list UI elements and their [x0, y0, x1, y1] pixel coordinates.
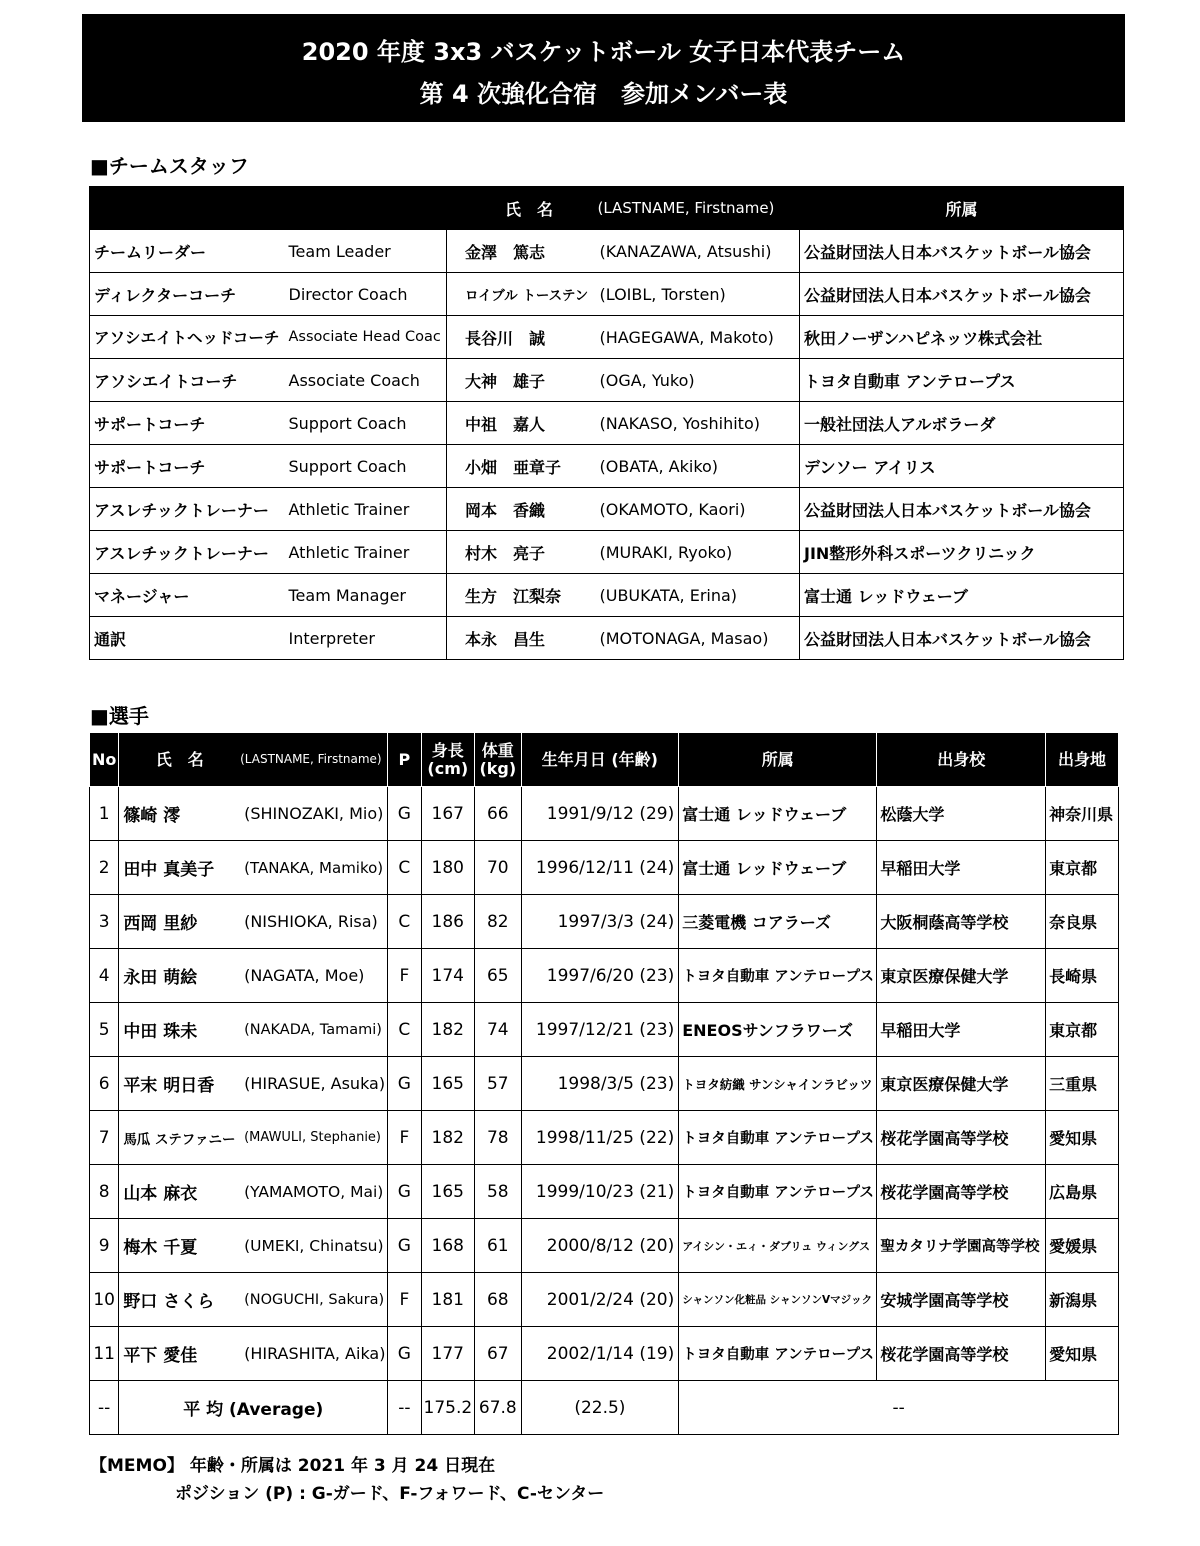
- staff-header-name-en: (LASTNAME, Firstname): [592, 187, 800, 230]
- staff-role-en: Associate Head Coac: [285, 316, 447, 359]
- player-weight: 78: [475, 1111, 521, 1165]
- player-row: [90, 895, 1119, 949]
- staff-name-en: (OKAMOTO, Kaori): [592, 488, 800, 531]
- staff-role-en: Team Leader: [285, 230, 447, 273]
- staff-role-en: Team Manager: [285, 574, 447, 617]
- player-weight: 74: [475, 1003, 521, 1057]
- players-header-weight-unit: (kg): [479, 758, 517, 778]
- staff-role-en: Interpreter: [285, 617, 447, 660]
- player-prefecture: 愛媛県: [1046, 1219, 1119, 1273]
- staff-table: [89, 186, 1124, 660]
- staff-row: [90, 316, 1124, 359]
- player-no: 11: [90, 1327, 119, 1381]
- staff-role-en: Athletic Trainer: [285, 488, 447, 531]
- staff-row: [90, 488, 1124, 531]
- player-no: 8: [90, 1165, 119, 1219]
- player-row: [90, 787, 1119, 841]
- staff-affiliation: 一般社団法人アルボラーダ: [800, 402, 1124, 445]
- player-weight: 67: [475, 1327, 521, 1381]
- players-header-pos: P: [388, 733, 421, 787]
- memo-line-2: ポジション (P) : G-ガード、F-フォワード、C-センター: [175, 1484, 605, 1504]
- average-weight: 67.8: [475, 1381, 521, 1435]
- player-name-en: (UMEKI, Chinatsu): [240, 1219, 388, 1273]
- player-dob: 1999/10/23 (21): [521, 1165, 679, 1219]
- staff-role-jp: アソシエイトコーチ: [90, 359, 285, 402]
- player-name-en: (NAGATA, Moe): [240, 949, 388, 1003]
- player-weight: 61: [475, 1219, 521, 1273]
- staff-row: [90, 402, 1124, 445]
- player-row: [90, 841, 1119, 895]
- staff-row: [90, 445, 1124, 488]
- staff-role-en: Associate Coach: [285, 359, 447, 402]
- staff-header-role: [90, 187, 447, 230]
- player-no: 7: [90, 1111, 119, 1165]
- player-name-en: (MAWULI, Stephanie): [240, 1111, 388, 1165]
- players-heading: ■選手: [90, 704, 149, 728]
- staff-name-jp: 岡本 香織: [447, 488, 592, 531]
- player-name-jp: 平下 愛佳: [119, 1327, 240, 1381]
- player-no: 3: [90, 895, 119, 949]
- player-height: 182: [421, 1111, 475, 1165]
- staff-role-en: Support Coach: [285, 402, 447, 445]
- player-position: G: [388, 787, 421, 841]
- player-no: 2: [90, 841, 119, 895]
- player-height: 186: [421, 895, 475, 949]
- staff-row: [90, 531, 1124, 574]
- player-school: 大阪桐蔭高等学校: [877, 895, 1046, 949]
- player-name-jp: 中田 珠未: [119, 1003, 240, 1057]
- staff-role-jp: 通訳: [90, 617, 285, 660]
- player-affiliation: 富士通 レッドウェーブ: [679, 787, 877, 841]
- player-weight: 58: [475, 1165, 521, 1219]
- title-banner: [82, 14, 1125, 122]
- memo-line-1: 【MEMO】 年齢・所属は 2021 年 3 月 24 日現在: [90, 1456, 496, 1476]
- player-school: 聖カタリナ学園高等学校: [877, 1219, 1046, 1273]
- player-row: [90, 949, 1119, 1003]
- player-row: [90, 1003, 1119, 1057]
- players-header-name-en: (LASTNAME, Firstname): [240, 733, 388, 787]
- player-position: F: [388, 1273, 421, 1327]
- player-name-en: (HIRASUE, Asuka): [240, 1057, 388, 1111]
- staff-affiliation: 公益財団法人日本バスケットボール協会: [800, 273, 1124, 316]
- player-no: 6: [90, 1057, 119, 1111]
- staff-name-en: (MURAKI, Ryoko): [592, 531, 800, 574]
- player-height: 167: [421, 787, 475, 841]
- player-affiliation: 富士通 レッドウェーブ: [679, 841, 877, 895]
- player-no: 10: [90, 1273, 119, 1327]
- player-weight: 68: [475, 1273, 521, 1327]
- player-weight: 70: [475, 841, 521, 895]
- player-dob: 2001/2/24 (20): [521, 1273, 679, 1327]
- player-affiliation: 三菱電機 コアラーズ: [679, 895, 877, 949]
- players-header-pref: 出身地: [1046, 733, 1119, 787]
- staff-affiliation: デンソー アイリス: [800, 445, 1124, 488]
- player-school: 松蔭大学: [877, 787, 1046, 841]
- players-header-row: [90, 733, 1119, 787]
- player-row: [90, 1273, 1119, 1327]
- player-name-jp: 田中 真美子: [119, 841, 240, 895]
- player-affiliation: トヨタ自動車 アンテロープス: [679, 949, 877, 1003]
- player-name-jp: 山本 麻衣: [119, 1165, 240, 1219]
- staff-role-jp: チームリーダー: [90, 230, 285, 273]
- staff-affiliation: 富士通 レッドウェーブ: [800, 574, 1124, 617]
- player-weight: 65: [475, 949, 521, 1003]
- staff-affiliation: 公益財団法人日本バスケットボール協会: [800, 488, 1124, 531]
- player-dob: 1998/11/25 (22): [521, 1111, 679, 1165]
- staff-affiliation: 公益財団法人日本バスケットボール協会: [800, 617, 1124, 660]
- average-no: --: [90, 1381, 119, 1435]
- player-prefecture: 東京都: [1046, 1003, 1119, 1057]
- staff-name-en: (NAKASO, Yoshihito): [592, 402, 800, 445]
- player-row: [90, 1219, 1119, 1273]
- average-pos: --: [388, 1381, 421, 1435]
- player-prefecture: 東京都: [1046, 841, 1119, 895]
- player-name-en: (YAMAMOTO, Mai): [240, 1165, 388, 1219]
- player-prefecture: 長崎県: [1046, 949, 1119, 1003]
- player-prefecture: 三重県: [1046, 1057, 1119, 1111]
- staff-name-en: (OBATA, Akiko): [592, 445, 800, 488]
- player-prefecture: 新潟県: [1046, 1273, 1119, 1327]
- player-position: C: [388, 895, 421, 949]
- staff-role-jp: ディレクターコーチ: [90, 273, 285, 316]
- player-dob: 1997/12/21 (23): [521, 1003, 679, 1057]
- player-dob: 1991/9/12 (29): [521, 787, 679, 841]
- player-height: 182: [421, 1003, 475, 1057]
- players-header-weight: [475, 733, 521, 787]
- player-position: F: [388, 1111, 421, 1165]
- staff-name-en: (KANAZAWA, Atsushi): [592, 230, 800, 273]
- staff-role-en: Athletic Trainer: [285, 531, 447, 574]
- player-name-en: (NAKADA, Tamami): [240, 1003, 388, 1057]
- average-height: 175.2: [421, 1381, 475, 1435]
- player-position: C: [388, 1003, 421, 1057]
- staff-role-jp: マネージャー: [90, 574, 285, 617]
- player-name-jp: 西岡 里紗: [119, 895, 240, 949]
- player-height: 174: [421, 949, 475, 1003]
- player-height: 165: [421, 1057, 475, 1111]
- player-weight: 82: [475, 895, 521, 949]
- player-dob: 1997/3/3 (24): [521, 895, 679, 949]
- player-name-jp: 平末 明日香: [119, 1057, 240, 1111]
- player-dob: 1998/3/5 (23): [521, 1057, 679, 1111]
- staff-row: [90, 574, 1124, 617]
- player-name-jp: 永田 萌絵: [119, 949, 240, 1003]
- player-no: 9: [90, 1219, 119, 1273]
- player-row: [90, 1165, 1119, 1219]
- players-header-weight-label: 体重: [481, 740, 514, 760]
- players-header-dob: 生年月日 (年齢): [521, 733, 679, 787]
- player-affiliation: トヨタ自動車 アンテロープス: [679, 1111, 877, 1165]
- player-prefecture: 愛知県: [1046, 1327, 1119, 1381]
- player-name-en: (TANAKA, Mamiko): [240, 841, 388, 895]
- staff-role-jp: アスレチックトレーナー: [90, 488, 285, 531]
- average-rest: --: [679, 1381, 1119, 1435]
- staff-name-en: (LOIBL, Torsten): [592, 273, 800, 316]
- staff-name-jp: 本永 昌生: [447, 617, 592, 660]
- player-weight: 66: [475, 787, 521, 841]
- players-header-no: No: [90, 733, 119, 787]
- staff-affiliation: 秋田ノーザンハピネッツ株式会社: [800, 316, 1124, 359]
- player-school: 東京医療保健大学: [877, 949, 1046, 1003]
- player-no: 1: [90, 787, 119, 841]
- player-dob: 2000/8/12 (20): [521, 1219, 679, 1273]
- staff-name-en: (HAGEGAWA, Makoto): [592, 316, 800, 359]
- average-label: 平 均 (Average): [119, 1381, 388, 1435]
- staff-name-jp: 中祖 嘉人: [447, 402, 592, 445]
- staff-name-en: (UBUKATA, Erina): [592, 574, 800, 617]
- player-affiliation: トヨタ自動車 アンテロープス: [679, 1327, 877, 1381]
- player-position: G: [388, 1057, 421, 1111]
- staff-affiliation: トヨタ自動車 アンテロープス: [800, 359, 1124, 402]
- player-row: [90, 1327, 1119, 1381]
- staff-affiliation: JIN整形外科スポーツクリニック: [800, 531, 1124, 574]
- average-age: (22.5): [521, 1381, 679, 1435]
- player-name-en: (NISHIOKA, Risa): [240, 895, 388, 949]
- player-height: 165: [421, 1165, 475, 1219]
- player-school: 早稲田大学: [877, 841, 1046, 895]
- player-affiliation: トヨタ自動車 アンテロープス: [679, 1165, 877, 1219]
- staff-heading: ■チームスタッフ: [90, 154, 249, 178]
- player-school: 早稲田大学: [877, 1003, 1046, 1057]
- player-school: 桜花学園高等学校: [877, 1111, 1046, 1165]
- player-height: 177: [421, 1327, 475, 1381]
- player-school: 東京医療保健大学: [877, 1057, 1046, 1111]
- player-no: 4: [90, 949, 119, 1003]
- staff-role-en: Support Coach: [285, 445, 447, 488]
- staff-affiliation: 公益財団法人日本バスケットボール協会: [800, 230, 1124, 273]
- players-header-school: 出身校: [877, 733, 1046, 787]
- staff-role-jp: サポートコーチ: [90, 402, 285, 445]
- player-affiliation: トヨタ紡織 サンシャインラビッツ: [679, 1057, 877, 1111]
- player-height: 180: [421, 841, 475, 895]
- staff-role-jp: アスレチックトレーナー: [90, 531, 285, 574]
- document-subtitle: 第 4 次強化合宿 参加メンバー表: [419, 80, 788, 108]
- player-name-en: (NOGUCHI, Sakura): [240, 1273, 388, 1327]
- staff-row: [90, 230, 1124, 273]
- player-weight: 57: [475, 1057, 521, 1111]
- player-position: G: [388, 1219, 421, 1273]
- staff-header-affiliation: 所属: [800, 187, 1124, 230]
- player-prefecture: 広島県: [1046, 1165, 1119, 1219]
- player-name-jp: 馬瓜 ステファニー: [119, 1111, 240, 1165]
- player-dob: 1996/12/11 (24): [521, 841, 679, 895]
- player-position: G: [388, 1327, 421, 1381]
- players-header-name: 氏 名: [119, 733, 240, 787]
- average-row: [90, 1381, 1119, 1435]
- staff-role-jp: サポートコーチ: [90, 445, 285, 488]
- player-affiliation: アイシン・エィ・ダブリュ ウィングス: [679, 1219, 877, 1273]
- player-name-en: (SHINOZAKI, Mio): [240, 787, 388, 841]
- staff-row: [90, 273, 1124, 316]
- player-school: 安城学園高等学校: [877, 1273, 1046, 1327]
- player-no: 5: [90, 1003, 119, 1057]
- player-position: C: [388, 841, 421, 895]
- player-affiliation: シャンソン化粧品 シャンソンVマジック: [679, 1273, 877, 1327]
- player-prefecture: 奈良県: [1046, 895, 1119, 949]
- document-title: 2020 年度 3x3 バスケットボール 女子日本代表チーム: [301, 38, 906, 66]
- staff-name-jp: 村木 亮子: [447, 531, 592, 574]
- player-dob: 1997/6/20 (23): [521, 949, 679, 1003]
- player-position: F: [388, 949, 421, 1003]
- staff-role-en: Director Coach: [285, 273, 447, 316]
- player-affiliation: ENEOSサンフラワーズ: [679, 1003, 877, 1057]
- player-name-jp: 梅木 千夏: [119, 1219, 240, 1273]
- staff-name-jp: 小畑 亜章子: [447, 445, 592, 488]
- player-prefecture: 愛知県: [1046, 1111, 1119, 1165]
- staff-row: [90, 617, 1124, 660]
- player-name-en: (HIRASHITA, Aika): [240, 1327, 388, 1381]
- player-prefecture: 神奈川県: [1046, 787, 1119, 841]
- staff-name-jp: 金澤 篤志: [447, 230, 592, 273]
- staff-name-en: (MOTONAGA, Masao): [592, 617, 800, 660]
- player-position: G: [388, 1165, 421, 1219]
- staff-name-jp: 長谷川 誠: [447, 316, 592, 359]
- staff-name-en: (OGA, Yuko): [592, 359, 800, 402]
- players-header-affiliation: 所属: [679, 733, 877, 787]
- player-height: 168: [421, 1219, 475, 1273]
- staff-name-jp: 大神 雄子: [447, 359, 592, 402]
- player-school: 桜花学園高等学校: [877, 1327, 1046, 1381]
- players-header-height: [421, 733, 475, 787]
- player-height: 181: [421, 1273, 475, 1327]
- staff-header-row: [90, 187, 1124, 230]
- staff-name-jp: 生方 江梨奈: [447, 574, 592, 617]
- staff-header-name: 氏 名: [447, 187, 592, 230]
- player-row: [90, 1111, 1119, 1165]
- players-header-height-unit: (cm): [427, 758, 469, 778]
- player-school: 桜花学園高等学校: [877, 1165, 1046, 1219]
- player-name-jp: 野口 さくら: [119, 1273, 240, 1327]
- staff-row: [90, 359, 1124, 402]
- players-table: [89, 732, 1119, 1435]
- player-row: [90, 1057, 1119, 1111]
- players-header-height-label: 身長: [431, 740, 464, 760]
- player-dob: 2002/1/14 (19): [521, 1327, 679, 1381]
- staff-role-jp: アソシエイトヘッドコーチ: [90, 316, 285, 359]
- staff-name-jp: ロイブル トーステン: [447, 273, 592, 316]
- player-name-jp: 篠崎 澪: [119, 787, 240, 841]
